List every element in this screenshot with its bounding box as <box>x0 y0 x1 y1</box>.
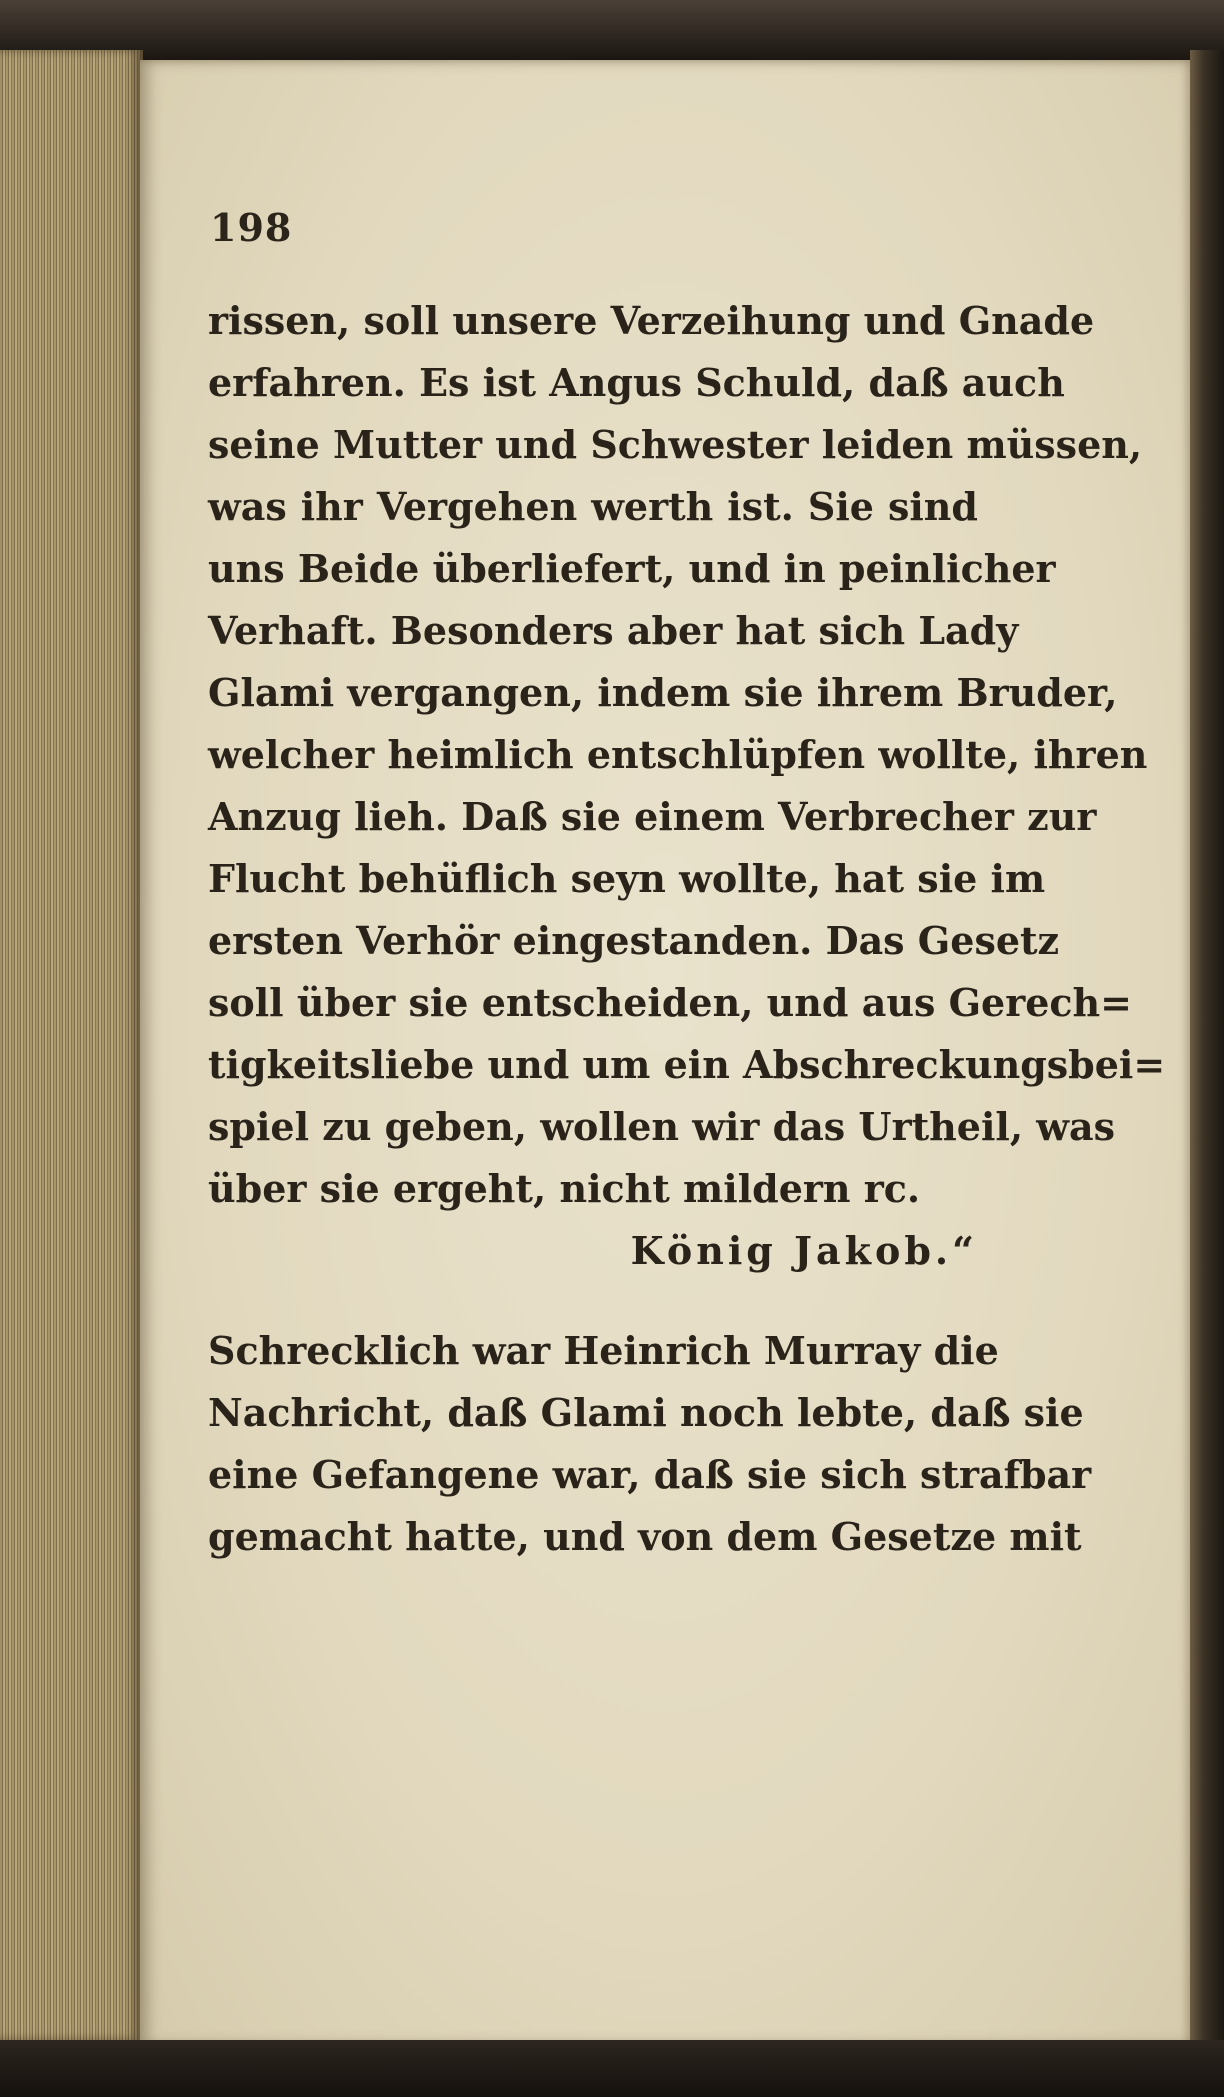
text-line: Verhaft. Besonders aber hat sich Lady <box>208 608 1019 653</box>
book-cover-right <box>1190 50 1224 2050</box>
book-cover-top <box>0 0 1224 62</box>
text-line: ersten Verhör eingestanden. Das Gesetz <box>208 918 1060 963</box>
text-line: Flucht behüflich seyn wollte, hat sie im <box>208 856 1046 901</box>
text-line: über sie ergeht, nicht mildern rc. <box>208 1166 921 1211</box>
text-line: uns Beide überliefert, und in peinlicher <box>208 546 1056 591</box>
text-line: Nachricht, daß Glami noch lebte, daß sie <box>208 1390 1084 1435</box>
text-line: Glami vergangen, indem sie ihrem Bruder, <box>208 670 1118 715</box>
text-line: soll über sie entscheiden, und aus Gerech= <box>208 980 1133 1025</box>
text-line: rissen, soll unsere Verzeihung und Gnade <box>208 298 1095 343</box>
page-edges <box>0 50 143 2040</box>
text-line: tigkeitsliebe und um ein Abschreckungsbei= <box>208 1042 1166 1087</box>
text-line: eine Gefangene war, daß sie sich strafbar <box>208 1452 1092 1497</box>
text-line: seine Mutter und Schwester leiden müssen, <box>208 422 1143 467</box>
text-line: Schrecklich war Heinrich Murray die <box>208 1328 999 1373</box>
text-line: erfahren. Es ist Angus Schuld, daß auch <box>208 360 1065 405</box>
letter-signature: König Jakob.“ <box>630 1228 978 1273</box>
text-line: Anzug lieh. Daß sie einem Verbrecher zur <box>208 794 1097 839</box>
page-text <box>208 290 1166 1568</box>
text-line: gemacht hatte, und von dem Gesetze mit <box>208 1514 1082 1559</box>
paragraph-gap <box>208 1282 978 1320</box>
text-line: spiel zu geben, wollen wir das Urtheil, was <box>208 1104 1116 1149</box>
book-cover-bottom <box>0 2040 1224 2097</box>
text-line: was ihr Vergehen werth ist. Sie sind <box>208 484 978 529</box>
text-line: welcher heimlich entschlüpfen wollte, ihren <box>208 732 1148 777</box>
page-number: 198 <box>210 205 293 250</box>
